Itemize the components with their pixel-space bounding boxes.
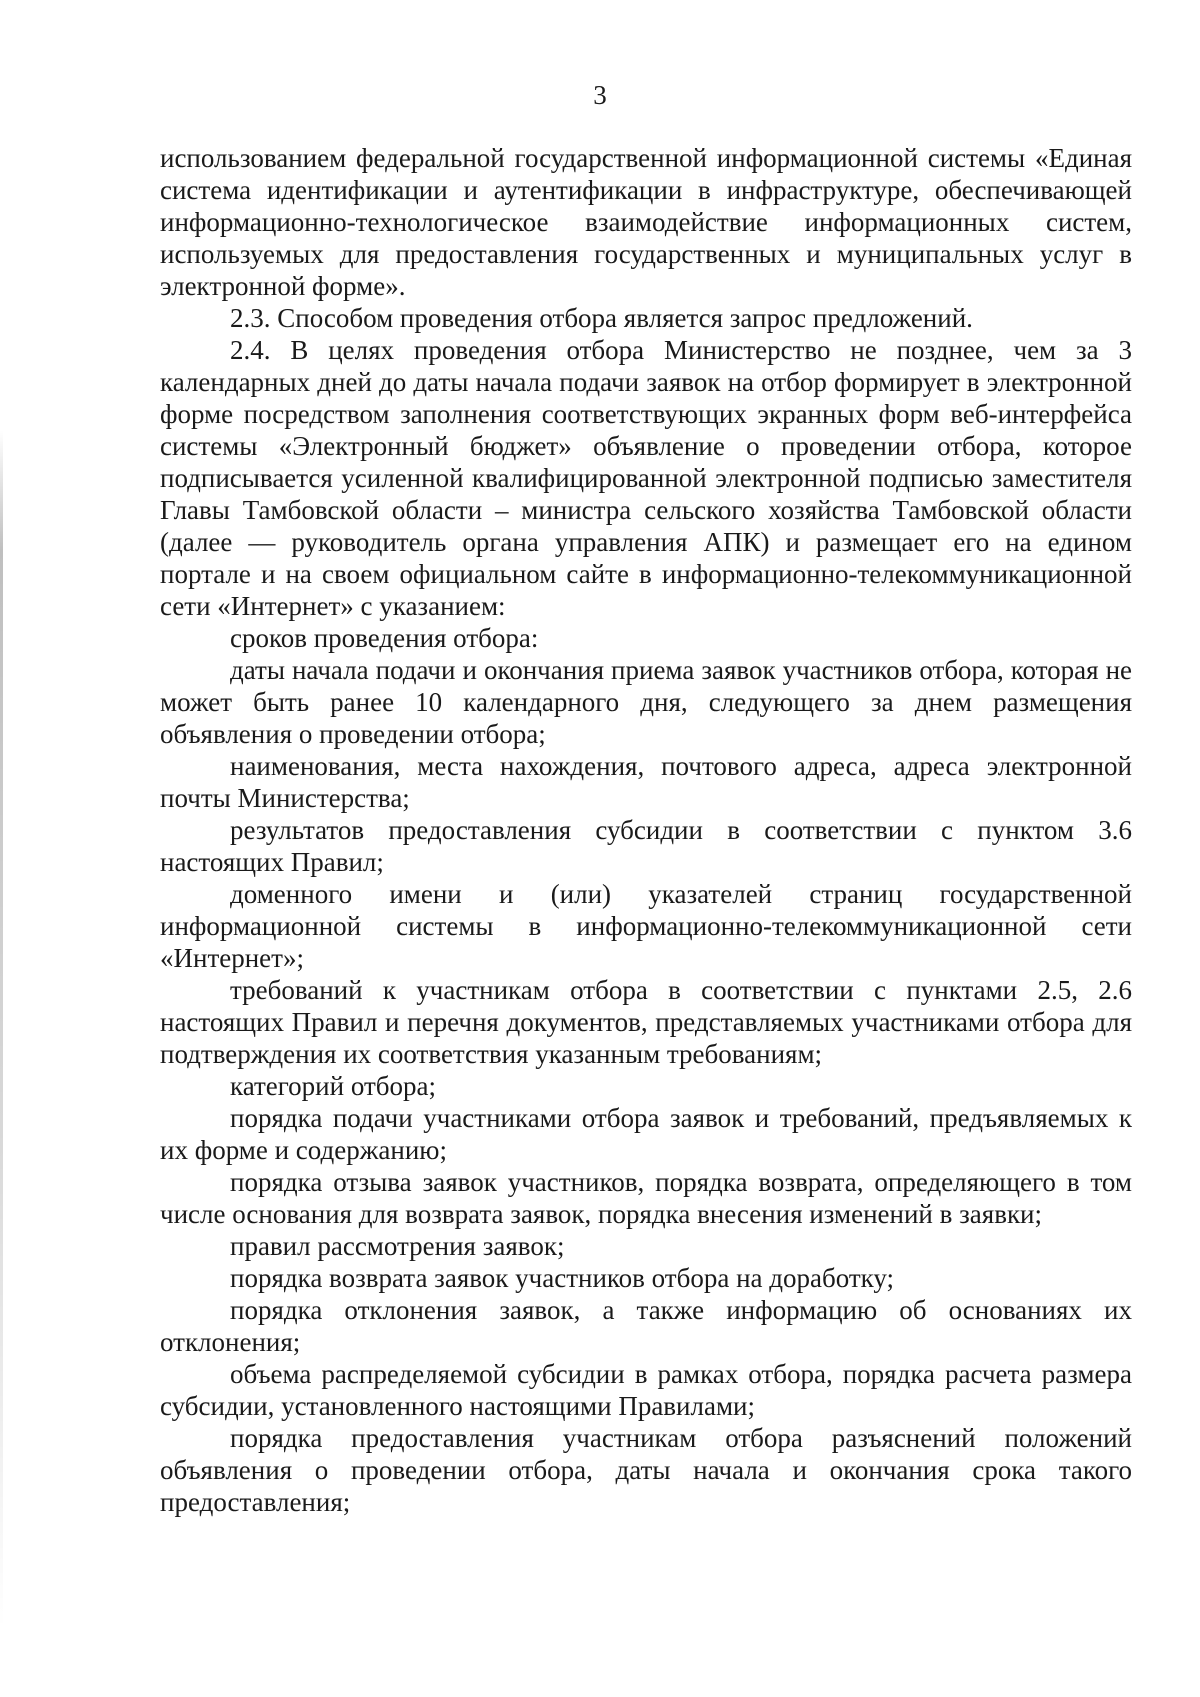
paragraph: порядка возврата заявок участников отбора на доработку; [230,1263,895,1293]
paragraph: объема распределяемой субсидии в рамках отбора, порядка расчета размера субсидии, установленного настоящими Правилами; [160,1359,1132,1421]
paragraph: порядка подачи участниками отбора заявок и требований, предъявляемых к их форме и содержанию; [160,1103,1132,1165]
paragraph: правил рассмотрения заявок; [230,1231,565,1261]
paragraph: использованием федеральной государственной информационной системы «Единая система идентификации и аутентификации в инфраструктуре, обеспечивающей информационно-технологическое взаимодействие информационных систем, используемых для предоставления государственных и муниципальных услуг в электронной форме». [160,143,1132,301]
paragraph: даты начала подачи и окончания приема заявок участников отбора, которая не может быть ранее 10 календарного дня, следующего за днем размещения объявления о проведении отбора; [160,655,1132,749]
page-number: 3 [593,80,607,110]
paragraph: 2.3. Способом проведения отбора является запрос предложений. [230,303,973,333]
paragraph: порядка отзыва заявок участников, порядка возврата, определяющего в том числе основания для возврата заявок, порядка внесения изменений в заявки; [160,1167,1132,1229]
paragraph: доменного имени и (или) указателей страниц государственной информационной системы в информационно-телекоммуникационной сети «Интернет»; [160,879,1132,973]
paragraph: категорий отбора; [230,1071,436,1101]
paragraph: порядка отклонения заявок, а также информацию об основаниях их отклонения; [160,1295,1132,1357]
paragraph: результатов предоставления субсидии в соответствии с пунктом 3.6 настоящих Правил; [160,815,1132,877]
paragraph: сроков проведения отбора: [230,623,539,653]
paragraph: требований к участникам отбора в соответствии с пунктами 2.5, 2.6 настоящих Правил и перечня документов, представляемых участниками отбора для подтверждения их соответствия указанным требованиям; [160,975,1132,1069]
scan-edge-shadow [0,430,3,1630]
paragraph: 2.4. В целях проведения отбора Министерство не позднее, чем за 3 календарных дней до даты начала подачи заявок на отбор формирует в электронной форме посредством заполнения соответствующих экранных форм веб-интерфейса системы «Электронный бюджет» объявление о проведении отбора, которое подписывается усиленной квалифицированной электронной подписью заместителя Главы Тамбовской области – министра сельского хозяйства Тамбовской области (далее — руководитель органа управления АПК) и размещает его на едином портале и на своем официальном сайте в информационно-телекоммуникационной сети «Интернет» с указанием: [160,335,1132,621]
document-body [160,142,1132,1518]
paragraph: наименования, места нахождения, почтового адреса, адреса электронной почты Министерства; [160,751,1132,813]
paragraph: порядка предоставления участникам отбора разъяснений положений объявления о проведении отбора, даты начала и окончания срока такого предоставления; [160,1423,1132,1517]
